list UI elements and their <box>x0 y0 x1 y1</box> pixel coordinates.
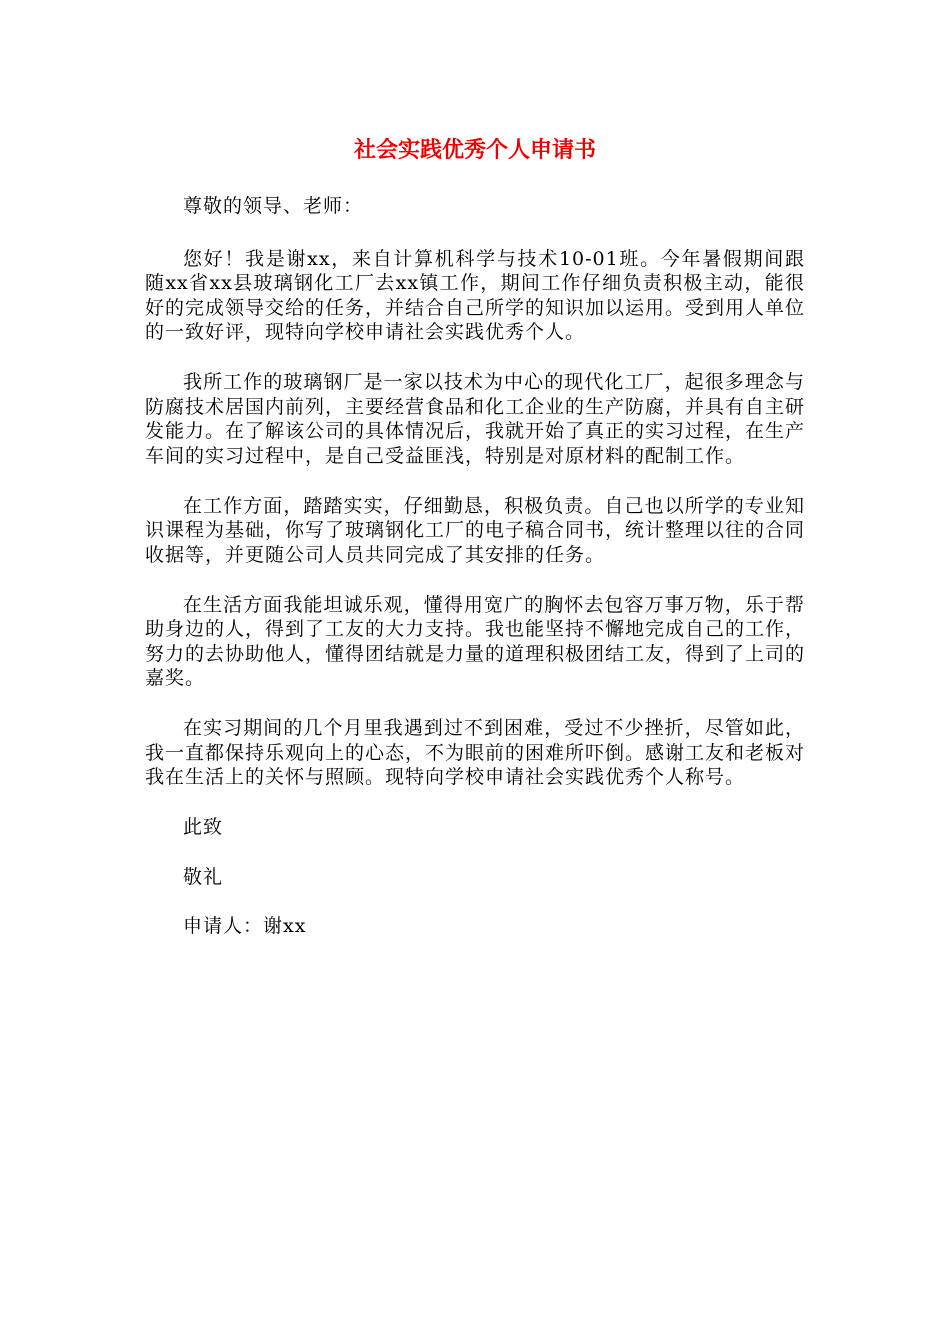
document-body <box>145 194 805 964</box>
signature: 申请人：谢xx <box>183 915 307 937</box>
paragraph-work: 在工作方面，踏踏实实，仔细勤恳，积极负责。自己也以所学的专业知识课程为基础，你写了玻璃钢化工厂的电子稿合同书，统计整理以往的合同收据等，并更随公司人员共同完成了其安排的任务。 <box>145 494 806 566</box>
salutation: 尊敬的领导、老师： <box>183 195 364 217</box>
paragraph-intro: 您好！我是谢xx，来自计算机科学与技术10-01班。今年暑假期间跟随xx省xx县玻璃钢化工厂去xx镇工作，期间工作仔细负责积极主动，能很好的完成领导交给的任务，并结合自己所学的知识加以运用。受到用人单位的一致好评，现特向学校申请社会实践优秀个人。 <box>145 247 806 343</box>
closing-cizhi: 此致 <box>183 816 224 838</box>
document-title: 社会实践优秀个人申请书 <box>353 138 596 163</box>
paragraph-conclusion: 在实习期间的几个月里我遇到过不到困难，受过不少挫折，尽管如此，我一直都保持乐观向上的心态，不为眼前的困难所吓倒。感谢工友和老板对我在生活上的关怀与照顾。现特向学校申请社会实践优秀个人称号。 <box>145 717 806 788</box>
paragraph-life: 在生活方面我能坦诚乐观，懂得用宽广的胸怀去包容万事万物，乐于帮助身边的人，得到了工友的大力支持。我也能坚持不懈地完成自己的工作，努力的去协助他人，懂得团结就是力量的道理积极团结工友，得到了上司的嘉奖。 <box>145 593 806 689</box>
paragraph-company: 我所工作的玻璃钢厂是一家以技术为中心的现代化工厂，起很多理念与防腐技术居国内前列，主要经营食品和化工企业的生产防腐，并具有自主研发能力。在了解该公司的具体情况后，我就开始了真正的实习过程，在生产车间的实习过程中，是自己受益匪浅，特别是对原材料的配制工作。 <box>145 371 806 467</box>
closing-jingli: 敬礼 <box>183 865 224 888</box>
